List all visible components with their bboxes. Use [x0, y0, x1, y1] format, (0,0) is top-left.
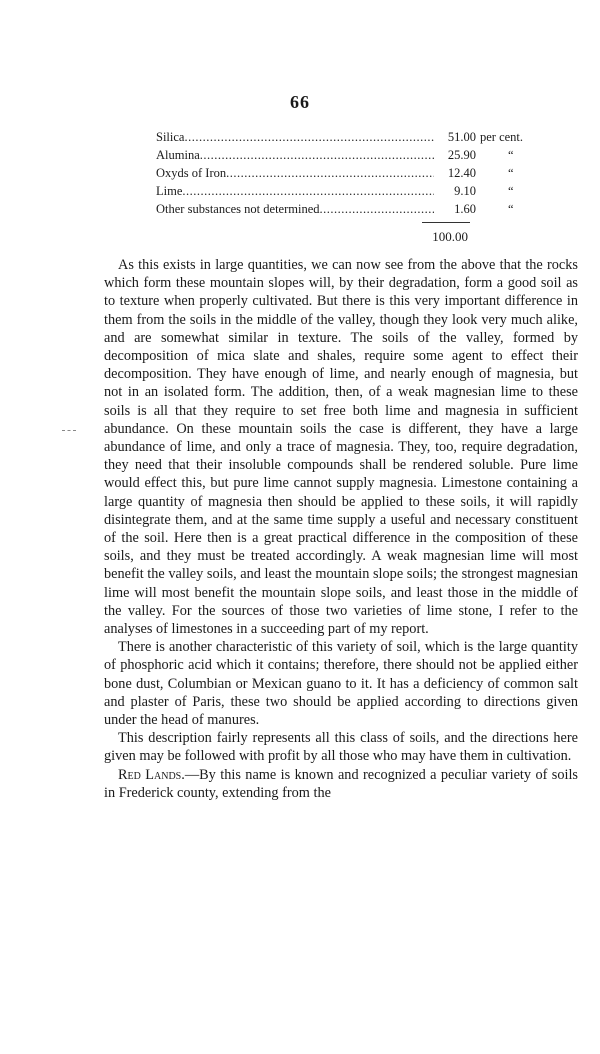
analysis-component-value: 12.40 [447, 166, 476, 180]
analysis-component-value: 51.00 [447, 130, 476, 144]
leader-dots [226, 164, 434, 182]
analysis-row-oxyds-of-iron [156, 164, 536, 182]
analysis-component-name: Silica [156, 130, 185, 144]
analysis-component-name: Other substances not determined [156, 202, 320, 216]
analysis-component-name: Oxyds of Iron [156, 166, 227, 180]
page-number: 66 [290, 92, 310, 112]
red-lands-text: —By this name is known and recognized a peculiar variety of soils in Frederick county, extending from the [104, 766, 578, 801]
ditto-mark: “ [508, 148, 514, 162]
analysis-row-alumina [156, 146, 536, 164]
section-heading-red-lands: Red Lands. [118, 766, 185, 783]
ditto-mark: “ [508, 166, 514, 180]
analysis-component-value: 9.10 [454, 184, 476, 198]
analysis-row-silica [156, 128, 536, 146]
analysis-row-lime [156, 182, 536, 200]
ditto-mark: “ [508, 184, 514, 198]
paragraph-description-summary: This description fairly represents all this class of soils, and the directions here given may be followed with profit by all those who may have them in cultivation. [104, 730, 578, 765]
leader-dots [320, 200, 435, 218]
analysis-component-value: 1.60 [454, 202, 476, 216]
analysis-component-name: Alumina [156, 148, 200, 162]
paragraph-red-lands [104, 766, 578, 802]
ditto-mark: “ [508, 202, 514, 216]
paragraph-phosphoric-acid: There is another characteristic of this variety of soil, which is the large quantity of phosphoric acid which it contains; therefore, there should not be applied either bone dust, Columbian or Mexican guano to it. It has a deficiency of common salt and plaster of Paris, these two should be applied according to directions given under the head of manures. [104, 639, 578, 729]
paragraph-mountain-slope-soils: As this exists in large quantities, we can now see from the above that the rocks which form these mountain slopes will, by their degradation, form a good soil as to texture when properly cultivated. But there is this very important difference in them from the soils in the middle of the valley, though they look very much alike, and are somewhat similar in texture. The soils of the valley, formed by decomposition of mica slate and shales, require some agent to effect their decomposition. They have enough of lime, and nearly enough of magnesia, but not in an isolated form. The addition, then, of a weak magnesian lime to these soils is all that they require to set free both lime and magnesia in sufficient abundance. On these mountain soils the case is different, they have a large abundance of lime, and only a trace of magnesia. They, too, require degradation, they need that their insoluble compounds shall be rendered soluble. Pure lime would effect this, but pure lime cannot supply magnesia. Limestone containing a large quantity of magnesia then should be applied to these soils, it will rapidly disintegrate them, and at the same time supply a useful and necessary constituent of the soil. Here then is a great practical difference in the composition of these soils, and they must be treated accordingly. A weak magnesian lime will most benefit the valley soils, and least the mountain slope soils; the strongest magnesian lime will most benefit the mountain slope soils, and least those in the middle of the valley. For the sources of those two varieties of lime stone, I refer to the analyses of limestones in a succeeding part of my report. [104, 257, 578, 638]
analysis-row-other-substances [156, 200, 536, 218]
soil-analysis-table [156, 128, 536, 218]
margin-mark [62, 430, 76, 431]
analysis-total: 100.00 [432, 229, 468, 244]
analysis-unit: per cent. [480, 130, 524, 144]
analysis-component-value: 25.90 [447, 148, 476, 162]
leader-dots [184, 128, 434, 146]
total-rule [422, 222, 470, 223]
body-text [104, 256, 578, 802]
leader-dots [182, 182, 434, 200]
analysis-component-name: Lime [156, 184, 183, 198]
leader-dots [200, 146, 434, 164]
